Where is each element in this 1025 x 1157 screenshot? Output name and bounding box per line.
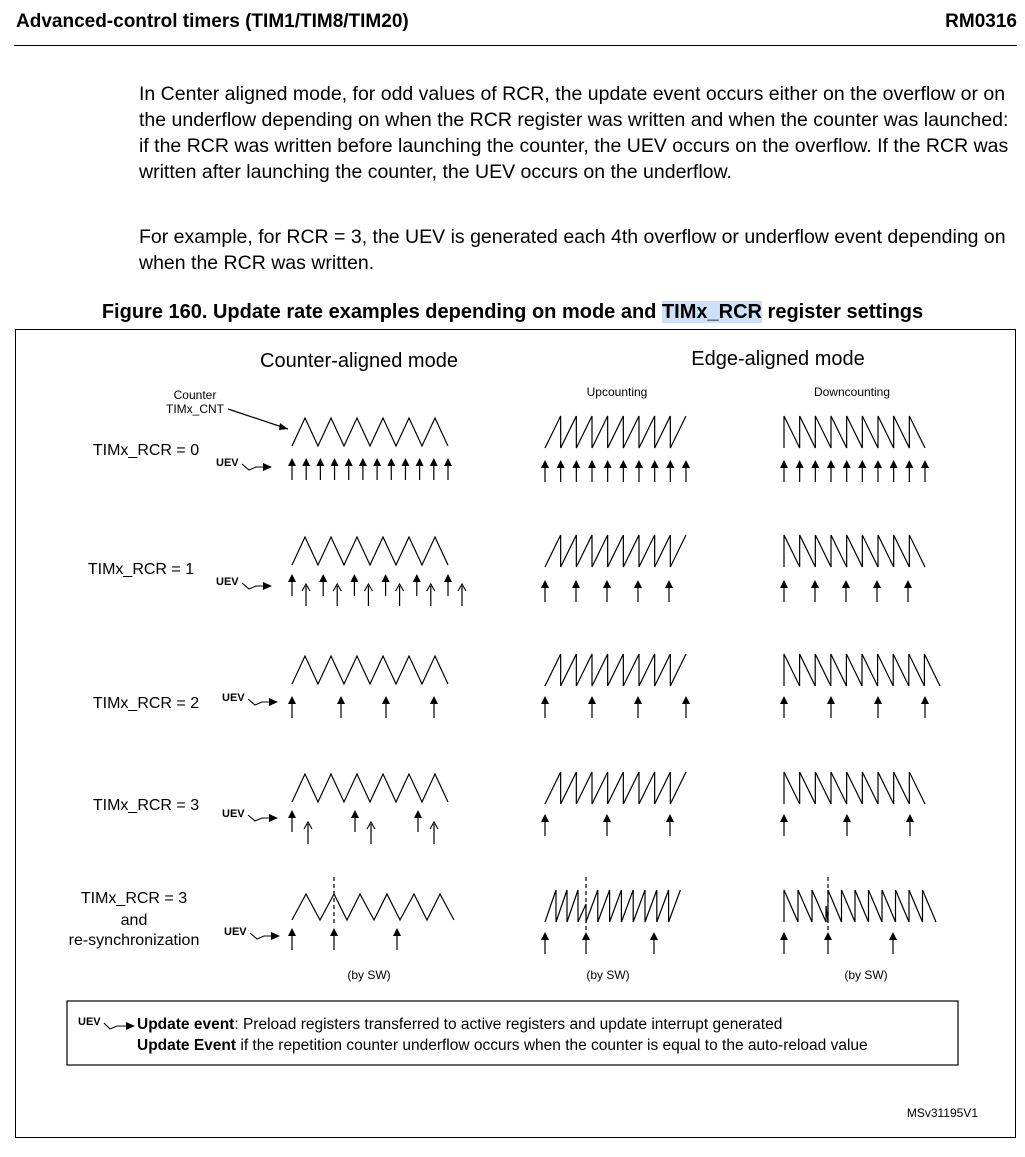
underflow-arrow [364, 584, 372, 606]
arrow-head [541, 932, 549, 940]
arrow-head [842, 580, 850, 588]
arrow-head [288, 458, 296, 466]
arrow-head [345, 458, 353, 466]
row-label-resync: re-synchronization [68, 932, 200, 949]
uev-arrow [811, 460, 819, 482]
uev-arrow [666, 460, 674, 482]
arrow-head [302, 458, 310, 466]
uev-arrow [666, 814, 674, 836]
uev-arrow [288, 574, 296, 596]
uev-arrow [682, 696, 690, 718]
underflow-arrow [333, 584, 341, 606]
arrow-head [650, 932, 658, 940]
arrow-head [541, 696, 549, 704]
arrow-head [330, 928, 338, 936]
uev-arrow [858, 460, 866, 482]
uev-arrow [541, 460, 549, 482]
uev-arrow [288, 696, 296, 718]
uev-arrow [780, 814, 788, 836]
downcount-sawtooth-resync [784, 890, 936, 922]
uev-arrow [843, 814, 851, 836]
arrow-head [603, 580, 611, 588]
arrow-head [603, 814, 611, 822]
arrow-head [921, 696, 929, 704]
uev-arrow [330, 928, 338, 950]
arrow-head [588, 696, 596, 704]
counter-label: Counter [173, 388, 217, 402]
uev-arrow [682, 460, 690, 482]
downcount-sawtooth-row1 [784, 416, 925, 448]
uev-arrow [302, 458, 310, 480]
arrow-head [288, 696, 296, 704]
legend-desc-2: if the repetition counter underflow occurs when the counter is equal to the auto-reload value [236, 1037, 868, 1054]
arrow-head [413, 574, 421, 582]
arrow-head [780, 932, 788, 940]
arrow-head [634, 696, 642, 704]
arrow-head [316, 458, 324, 466]
uev-arrow [557, 460, 565, 482]
arrow-head [780, 460, 788, 468]
upcount-sawtooth-row3 [545, 654, 686, 686]
arrow-head [682, 460, 690, 468]
section-title: Advanced-control timers (TIM1/TIM8/TIM20) [16, 11, 409, 32]
underflow-arrow [427, 584, 435, 606]
row-label-rcr0: TIMx_RCR = 0 [92, 442, 200, 459]
uev-arrow [827, 696, 835, 718]
by-sw-label-down: (by SW) [844, 968, 888, 982]
arrow-head [827, 696, 835, 704]
uev-arrow [444, 574, 452, 596]
column-title-center-aligned: Counter-aligned mode [260, 350, 458, 372]
uev-arrow [337, 696, 345, 718]
uev-arrow [288, 928, 296, 950]
uev-arrow [541, 696, 549, 718]
arrow-head [890, 460, 898, 468]
subtitle-downcounting: Downcounting [813, 385, 891, 399]
arrow-head [382, 696, 390, 704]
arrow-head [416, 458, 424, 466]
upcount-sawtooth-row2 [545, 535, 686, 567]
arrow-head [811, 460, 819, 468]
uev-arrow [572, 580, 580, 602]
upcount-sawtooth-resync [545, 890, 680, 922]
arrow-head [444, 574, 452, 582]
arrow-head [444, 458, 452, 466]
arrow-head [824, 932, 832, 940]
uev-arrow [541, 814, 549, 836]
arrow-head [557, 460, 565, 468]
arrow-head [635, 460, 643, 468]
uev-symbol-row3 [222, 692, 278, 706]
uev-arrow [665, 580, 673, 602]
arrow-head [889, 932, 897, 940]
uev-symbol-row2 [216, 576, 272, 590]
uev-arrow [796, 460, 804, 482]
uev-text: UEV [216, 457, 239, 469]
uev-symbol-row4 [222, 808, 278, 822]
subtitle-upcounting: Upcounting [586, 385, 648, 399]
downcount-sawtooth-row2 [784, 535, 925, 567]
arrow-head [350, 574, 358, 582]
counter-triangle-wave-resync [292, 894, 454, 920]
uev-arrow [780, 932, 788, 954]
underflow-arrow [396, 584, 404, 606]
arrow-head [393, 928, 401, 936]
legend-line-1 [137, 1016, 782, 1033]
upcount-sawtooth-row1 [545, 416, 686, 448]
uev-arrowhead [269, 698, 278, 706]
row-label-and: and [120, 912, 148, 929]
uev-arrow [430, 696, 438, 718]
underflow-arrow [458, 584, 466, 606]
arrow-head [430, 458, 438, 466]
uev-arrow [345, 458, 353, 480]
uev-arrow [811, 580, 819, 602]
arrow-head [359, 458, 367, 466]
paragraph-center-aligned: In Center aligned mode, for odd values of RCR, the update event occurs either on the overflow or on the underflow depending on when the RCR register was written and when the counter was launched: if the RCR was written before launching the counter, the UEV occurs on the overflow. If the RCR was written after launching the counter, the UEV occurs on the underflow. [139, 83, 1009, 183]
uev-arrow [331, 458, 339, 480]
underflow-arrow [430, 822, 438, 844]
uev-arrow [619, 460, 627, 482]
uev-arrow [393, 928, 401, 950]
arrow-head [780, 696, 788, 704]
uev-arrow [572, 460, 580, 482]
uev-arrow [634, 580, 642, 602]
arrow-head [604, 460, 612, 468]
legend-uev-zigzag [104, 1023, 128, 1029]
counter-triangle-wave-row4 [292, 774, 448, 802]
arrow-head [682, 696, 690, 704]
counter-pointer-line [228, 409, 288, 429]
row-label-rcr3-resync: TIMx_RCR = 3 [80, 890, 188, 907]
arrow-head [858, 460, 866, 468]
uev-arrow [319, 574, 327, 596]
arrow-head [387, 458, 395, 466]
arrow-head [666, 460, 674, 468]
row-label-rcr3: TIMx_RCR = 3 [92, 797, 200, 814]
arrow-head [288, 574, 296, 582]
by-sw-label-center: (by SW) [347, 968, 391, 982]
uev-arrow [635, 460, 643, 482]
arrow-head [780, 814, 788, 822]
paragraph-example: For example, for RCR = 3, the UEV is generated each 4th overflow or underflow event depending on when the RCR was written. [139, 226, 1006, 274]
caption-text-end: register settings [761, 301, 924, 323]
uev-arrowhead [263, 463, 272, 471]
legend-uev-symbol [78, 1016, 135, 1030]
by-sw-label-up: (by SW) [586, 968, 630, 982]
arrow-head [288, 810, 296, 818]
arrow-head [588, 460, 596, 468]
row-label-rcr1: TIMx_RCR = 1 [87, 561, 195, 578]
uev-arrow [541, 580, 549, 602]
arrow-head [619, 460, 627, 468]
arrow-head [905, 460, 913, 468]
arrow-head [651, 460, 659, 468]
arrow-head [780, 580, 788, 588]
underflow-arrow [367, 822, 375, 844]
uev-arrow [843, 460, 851, 482]
uev-symbol-row1 [216, 457, 272, 471]
arrow-head [541, 460, 549, 468]
uev-arrow [603, 814, 611, 836]
column-title-edge-aligned: Edge-aligned mode [691, 348, 865, 370]
uev-arrow [603, 580, 611, 602]
arrow-head [873, 580, 881, 588]
uev-arrow [382, 574, 390, 596]
uev-arrow [824, 932, 832, 954]
uev-arrow [401, 458, 409, 480]
legend-uev-arrowhead [126, 1022, 135, 1030]
row-label-rcr2: TIMx_RCR = 2 [92, 695, 200, 712]
arrow-head [331, 458, 339, 466]
counter-pointer-head [279, 423, 288, 430]
counter-register-label: TIMx_CNT [166, 402, 224, 416]
uev-arrow [288, 810, 296, 832]
arrow-head [541, 814, 549, 822]
arrow-head [351, 810, 359, 818]
uev-symbol-row5 [224, 926, 280, 940]
upcount-sawtooth-row4 [545, 772, 686, 804]
legend-box [67, 1001, 958, 1065]
uev-arrow [650, 932, 658, 954]
counter-triangle-wave-row1 [292, 418, 448, 446]
uev-arrow [780, 696, 788, 718]
uev-arrow [416, 458, 424, 480]
uev-arrow [827, 460, 835, 482]
arrow-head [430, 696, 438, 704]
arrow-head [373, 458, 381, 466]
arrow-head [572, 460, 580, 468]
document-id: RM0316 [945, 11, 1017, 32]
uev-arrow [873, 580, 881, 602]
arrow-head [906, 814, 914, 822]
legend-uev-text: UEV [78, 1016, 101, 1028]
uev-arrow [373, 458, 381, 480]
uev-arrow [350, 574, 358, 596]
legend-term-1: Update event [137, 1016, 235, 1033]
caption-text: Figure 160. Update rate examples depending on mode and [101, 301, 662, 323]
uev-arrow [874, 696, 882, 718]
arrow-head [582, 932, 590, 940]
arrow-head [827, 460, 835, 468]
uev-arrowhead [269, 814, 278, 822]
arrow-head [666, 814, 674, 822]
arrow-head [572, 580, 580, 588]
uev-arrow [413, 574, 421, 596]
uev-arrow [921, 696, 929, 718]
legend-line-2 [137, 1037, 868, 1054]
figure-reference-id: MSv31195V1 [906, 1106, 978, 1120]
underflow-arrow [302, 584, 310, 606]
uev-arrow [351, 810, 359, 832]
uev-arrow [414, 810, 422, 832]
uev-arrow [588, 696, 596, 718]
legend-term-2: Update Event [137, 1037, 237, 1054]
uev-arrow [890, 460, 898, 482]
uev-arrow [444, 458, 452, 480]
uev-text: UEV [222, 692, 245, 704]
arrow-head [541, 580, 549, 588]
arrow-head [319, 574, 327, 582]
uev-arrow [316, 458, 324, 480]
caption-highlight: TIMx_RCR [661, 301, 762, 323]
arrow-head [843, 814, 851, 822]
arrow-head [414, 810, 422, 818]
uev-arrow [588, 460, 596, 482]
uev-arrow [921, 460, 929, 482]
uev-arrow [651, 460, 659, 482]
uev-arrow [582, 932, 590, 954]
counter-triangle-wave-row3 [292, 656, 448, 684]
uev-arrow [906, 814, 914, 836]
underflow-arrow [304, 822, 312, 844]
uev-arrow [780, 460, 788, 482]
uev-arrow [359, 458, 367, 480]
uev-text: UEV [216, 576, 239, 588]
arrow-head [811, 580, 819, 588]
uev-arrow [382, 696, 390, 718]
arrow-head [337, 696, 345, 704]
uev-arrow [288, 458, 296, 480]
arrow-head [665, 580, 673, 588]
uev-arrow [780, 580, 788, 602]
counter-triangle-wave-row2 [292, 537, 448, 565]
uev-arrow [905, 460, 913, 482]
uev-text: UEV [224, 926, 247, 938]
downcount-sawtooth-row4 [784, 772, 925, 804]
arrow-head [843, 460, 851, 468]
uev-arrow [842, 580, 850, 602]
arrow-head [796, 460, 804, 468]
uev-arrow [430, 458, 438, 480]
arrow-head [401, 458, 409, 466]
arrow-head [921, 460, 929, 468]
uev-arrow [541, 932, 549, 954]
uev-arrow [604, 460, 612, 482]
uev-text: UEV [222, 808, 245, 820]
arrow-head [382, 574, 390, 582]
uev-arrowhead [271, 932, 280, 940]
arrow-head [904, 580, 912, 588]
downcount-sawtooth-row3 [784, 654, 940, 686]
legend-desc-1: : Preload registers transferred to active registers and update interrupt generated [234, 1016, 783, 1033]
arrow-head [874, 460, 882, 468]
arrow-head [874, 696, 882, 704]
arrow-head [288, 928, 296, 936]
uev-arrow [904, 580, 912, 602]
uev-arrow [387, 458, 395, 480]
arrow-head [634, 580, 642, 588]
uev-arrow [874, 460, 882, 482]
uev-arrow [634, 696, 642, 718]
uev-arrow [889, 932, 897, 954]
uev-arrowhead [263, 582, 272, 590]
